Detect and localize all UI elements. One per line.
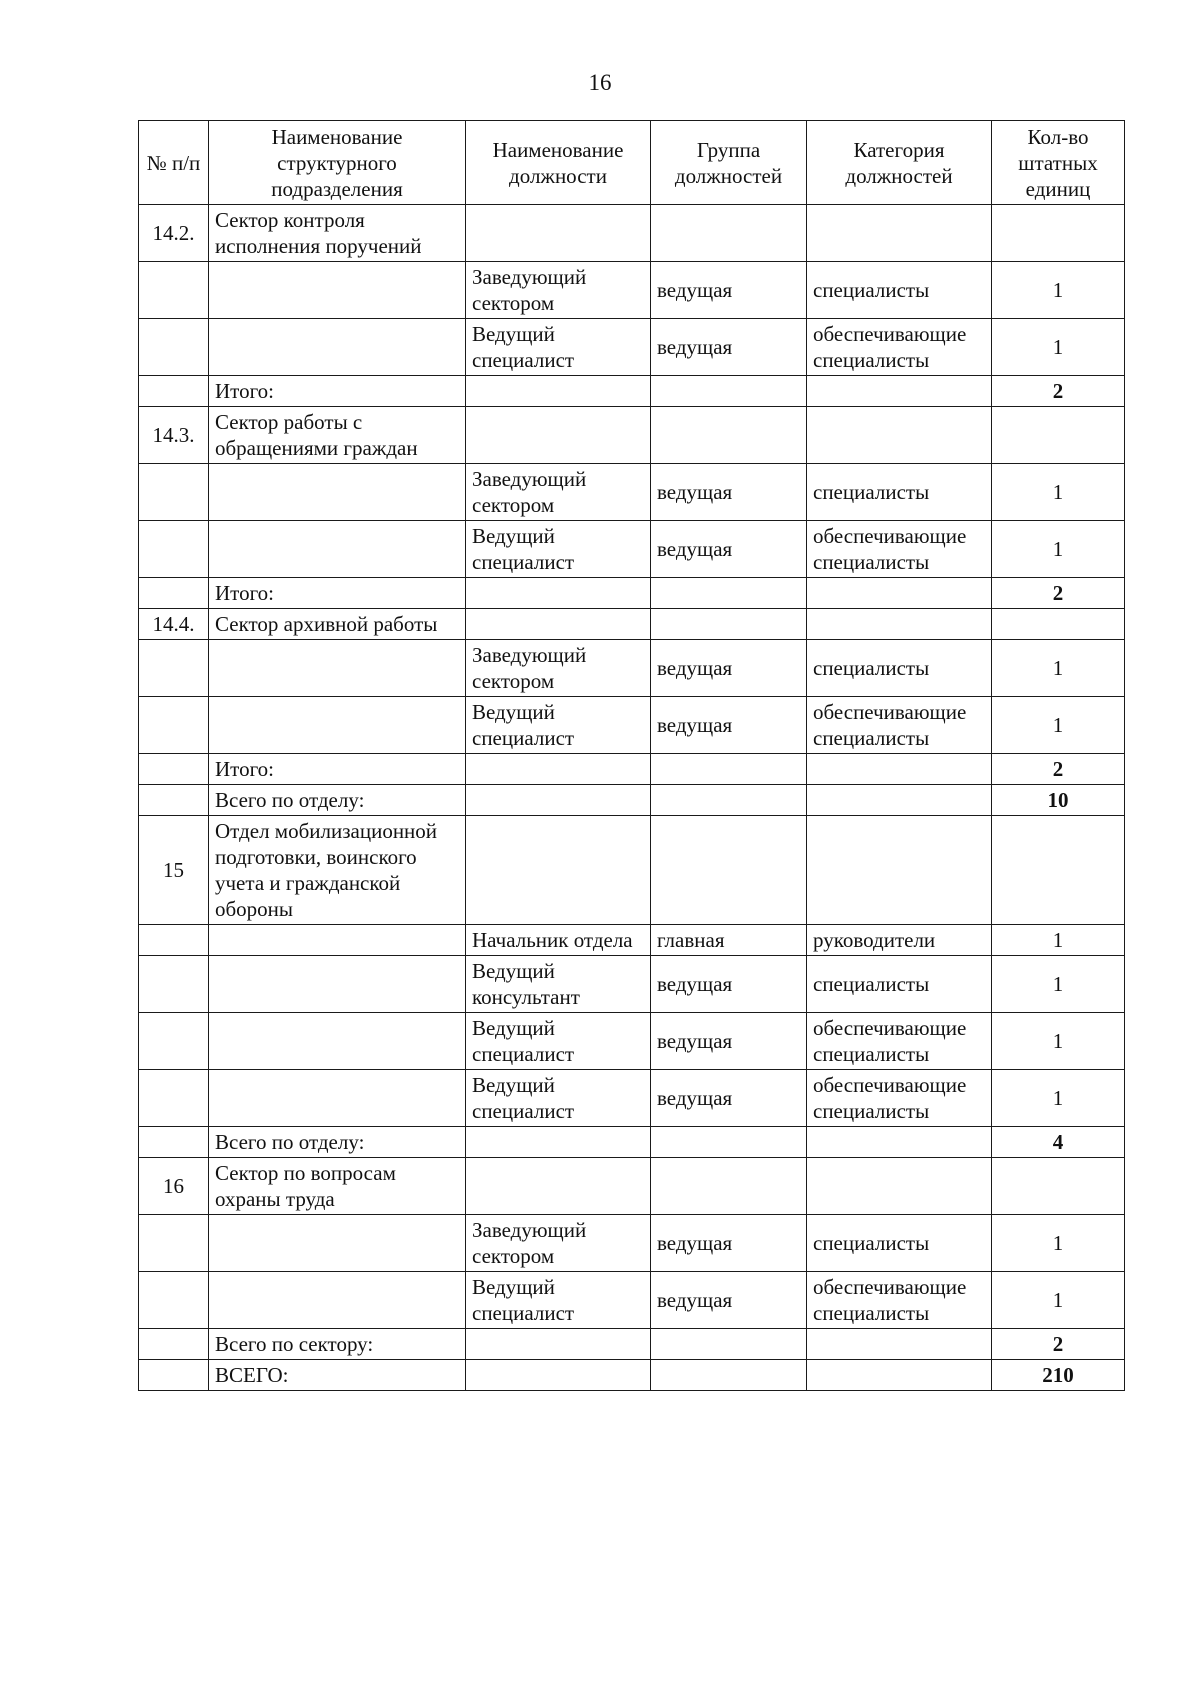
- cell-qty: 2: [992, 578, 1125, 609]
- cell-unit: Сектор архивной работы: [209, 609, 466, 640]
- table-row: [139, 1013, 1125, 1070]
- cell-num: [139, 1013, 209, 1070]
- cell-qty: 1: [992, 319, 1125, 376]
- cell-qty: [992, 609, 1125, 640]
- cell-qty: 1: [992, 1215, 1125, 1272]
- cell-position: Заведующий сектором: [466, 262, 651, 319]
- table-row: [139, 205, 1125, 262]
- table-row: [139, 262, 1125, 319]
- cell-group: [651, 205, 807, 262]
- cell-num: [139, 640, 209, 697]
- cell-num: [139, 319, 209, 376]
- header-position: Наименование должности: [466, 121, 651, 205]
- cell-qty: 1: [992, 640, 1125, 697]
- cell-position: [466, 1127, 651, 1158]
- cell-category: [807, 785, 992, 816]
- cell-unit: Отдел мобилизационной подготовки, воинского учета и гражданской обороны: [209, 816, 466, 925]
- header-unit: Наименование структурного подразделения: [209, 121, 466, 205]
- cell-num: [139, 1127, 209, 1158]
- cell-category: специалисты: [807, 262, 992, 319]
- cell-category: [807, 816, 992, 925]
- cell-category: [807, 1360, 992, 1391]
- cell-group: [651, 754, 807, 785]
- cell-qty: 1: [992, 464, 1125, 521]
- cell-num: [139, 1070, 209, 1127]
- cell-unit: [209, 697, 466, 754]
- cell-qty: 1: [992, 956, 1125, 1013]
- cell-position: [466, 578, 651, 609]
- cell-qty: [992, 407, 1125, 464]
- cell-unit: Итого:: [209, 578, 466, 609]
- cell-group: ведущая: [651, 319, 807, 376]
- cell-num: [139, 578, 209, 609]
- cell-unit: [209, 956, 466, 1013]
- table-row: [139, 956, 1125, 1013]
- cell-num: 14.2.: [139, 205, 209, 262]
- cell-category: обеспечивающие специалисты: [807, 319, 992, 376]
- cell-qty: 1: [992, 1070, 1125, 1127]
- cell-group: ведущая: [651, 262, 807, 319]
- cell-position: [466, 376, 651, 407]
- header-category: Категория должностей: [807, 121, 992, 205]
- header-group: Группа должностей: [651, 121, 807, 205]
- table-row: [139, 640, 1125, 697]
- cell-qty: 2: [992, 1329, 1125, 1360]
- cell-category: [807, 376, 992, 407]
- cell-group: ведущая: [651, 956, 807, 1013]
- table-row: [139, 1360, 1125, 1391]
- cell-category: [807, 754, 992, 785]
- cell-category: обеспечивающие специалисты: [807, 1070, 992, 1127]
- cell-group: [651, 609, 807, 640]
- cell-group: [651, 407, 807, 464]
- table-row: [139, 785, 1125, 816]
- cell-qty: 1: [992, 697, 1125, 754]
- cell-position: Ведущий специалист: [466, 697, 651, 754]
- cell-position: [466, 609, 651, 640]
- cell-qty: 4: [992, 1127, 1125, 1158]
- cell-qty: [992, 205, 1125, 262]
- cell-qty: 2: [992, 754, 1125, 785]
- cell-unit: Сектор по вопросам охраны труда: [209, 1158, 466, 1215]
- header-num: № п/п: [139, 121, 209, 205]
- table-header-row: [139, 121, 1125, 205]
- cell-category: обеспечивающие специалисты: [807, 697, 992, 754]
- cell-position: Ведущий специалист: [466, 1070, 651, 1127]
- cell-position: [466, 407, 651, 464]
- staff-table: [138, 120, 1125, 1391]
- cell-category: специалисты: [807, 640, 992, 697]
- cell-category: [807, 578, 992, 609]
- cell-unit: [209, 925, 466, 956]
- cell-position: [466, 816, 651, 925]
- cell-unit: [209, 1215, 466, 1272]
- cell-num: [139, 785, 209, 816]
- cell-qty: 2: [992, 376, 1125, 407]
- table-body: [139, 205, 1125, 1391]
- cell-group: [651, 376, 807, 407]
- cell-group: ведущая: [651, 521, 807, 578]
- cell-position: [466, 1158, 651, 1215]
- cell-group: [651, 578, 807, 609]
- cell-unit: [209, 262, 466, 319]
- cell-category: [807, 1127, 992, 1158]
- cell-group: [651, 1158, 807, 1215]
- cell-num: [139, 697, 209, 754]
- cell-group: ведущая: [651, 697, 807, 754]
- table-row: [139, 376, 1125, 407]
- table-row: [139, 464, 1125, 521]
- cell-unit: [209, 319, 466, 376]
- table-row: [139, 1127, 1125, 1158]
- cell-group: ведущая: [651, 1070, 807, 1127]
- table-row: [139, 1215, 1125, 1272]
- cell-num: 16: [139, 1158, 209, 1215]
- cell-num: [139, 956, 209, 1013]
- table-row: [139, 1070, 1125, 1127]
- cell-position: [466, 754, 651, 785]
- cell-qty: 1: [992, 1272, 1125, 1329]
- cell-category: обеспечивающие специалисты: [807, 1013, 992, 1070]
- cell-unit: [209, 1013, 466, 1070]
- cell-num: 15: [139, 816, 209, 925]
- cell-qty: [992, 816, 1125, 925]
- table-row: [139, 578, 1125, 609]
- cell-qty: 10: [992, 785, 1125, 816]
- cell-group: [651, 1127, 807, 1158]
- cell-category: [807, 1329, 992, 1360]
- cell-position: Заведующий сектором: [466, 464, 651, 521]
- table-row: [139, 816, 1125, 925]
- table-row: [139, 609, 1125, 640]
- cell-unit: [209, 1070, 466, 1127]
- cell-category: специалисты: [807, 1215, 992, 1272]
- cell-position: Ведущий консультант: [466, 956, 651, 1013]
- cell-num: [139, 1360, 209, 1391]
- cell-group: [651, 1329, 807, 1360]
- cell-unit: [209, 464, 466, 521]
- cell-unit: Сектор работы с обращениями граждан: [209, 407, 466, 464]
- cell-num: [139, 925, 209, 956]
- cell-unit: ВСЕГО:: [209, 1360, 466, 1391]
- cell-unit: [209, 640, 466, 697]
- cell-category: [807, 205, 992, 262]
- cell-unit: Сектор контроля исполнения поручений: [209, 205, 466, 262]
- cell-position: Ведущий специалист: [466, 1272, 651, 1329]
- cell-group: [651, 816, 807, 925]
- cell-num: [139, 1272, 209, 1329]
- cell-position: Ведущий специалист: [466, 319, 651, 376]
- cell-qty: 1: [992, 1013, 1125, 1070]
- cell-group: [651, 1360, 807, 1391]
- cell-qty: 1: [992, 521, 1125, 578]
- cell-group: ведущая: [651, 1272, 807, 1329]
- cell-category: специалисты: [807, 464, 992, 521]
- cell-unit: [209, 1272, 466, 1329]
- cell-category: специалисты: [807, 956, 992, 1013]
- cell-category: [807, 407, 992, 464]
- cell-unit: Итого:: [209, 754, 466, 785]
- table-row: [139, 1329, 1125, 1360]
- table-row: [139, 697, 1125, 754]
- table-row: [139, 521, 1125, 578]
- cell-position: [466, 205, 651, 262]
- table-row: [139, 319, 1125, 376]
- cell-position: [466, 1360, 651, 1391]
- header-qty: Кол-во штатных единиц: [992, 121, 1125, 205]
- cell-group: ведущая: [651, 1013, 807, 1070]
- cell-unit: Всего по сектору:: [209, 1329, 466, 1360]
- cell-category: руководители: [807, 925, 992, 956]
- cell-num: [139, 464, 209, 521]
- table-row: [139, 1272, 1125, 1329]
- cell-position: [466, 785, 651, 816]
- cell-num: [139, 754, 209, 785]
- cell-group: ведущая: [651, 640, 807, 697]
- cell-category: [807, 1158, 992, 1215]
- cell-unit: Итого:: [209, 376, 466, 407]
- cell-category: обеспечивающие специалисты: [807, 521, 992, 578]
- cell-position: Заведующий сектором: [466, 640, 651, 697]
- cell-num: 14.4.: [139, 609, 209, 640]
- cell-position: Ведущий специалист: [466, 521, 651, 578]
- cell-num: [139, 262, 209, 319]
- table-row: [139, 754, 1125, 785]
- cell-unit: Всего по отделу:: [209, 1127, 466, 1158]
- cell-qty: 1: [992, 925, 1125, 956]
- page-number: 16: [588, 70, 612, 95]
- cell-position: Заведующий сектором: [466, 1215, 651, 1272]
- cell-num: 14.3.: [139, 407, 209, 464]
- cell-group: ведущая: [651, 464, 807, 521]
- cell-qty: [992, 1158, 1125, 1215]
- cell-num: [139, 1329, 209, 1360]
- cell-category: обеспечивающие специалисты: [807, 1272, 992, 1329]
- cell-qty: 210: [992, 1360, 1125, 1391]
- cell-position: Ведущий специалист: [466, 1013, 651, 1070]
- table-row: [139, 407, 1125, 464]
- cell-position: Начальник отдела: [466, 925, 651, 956]
- cell-position: [466, 1329, 651, 1360]
- cell-group: [651, 785, 807, 816]
- table-row: [139, 925, 1125, 956]
- cell-unit: [209, 521, 466, 578]
- cell-num: [139, 1215, 209, 1272]
- cell-group: ведущая: [651, 1215, 807, 1272]
- cell-qty: 1: [992, 262, 1125, 319]
- cell-unit: Всего по отделу:: [209, 785, 466, 816]
- cell-category: [807, 609, 992, 640]
- cell-num: [139, 521, 209, 578]
- table-row: [139, 1158, 1125, 1215]
- cell-num: [139, 376, 209, 407]
- cell-group: главная: [651, 925, 807, 956]
